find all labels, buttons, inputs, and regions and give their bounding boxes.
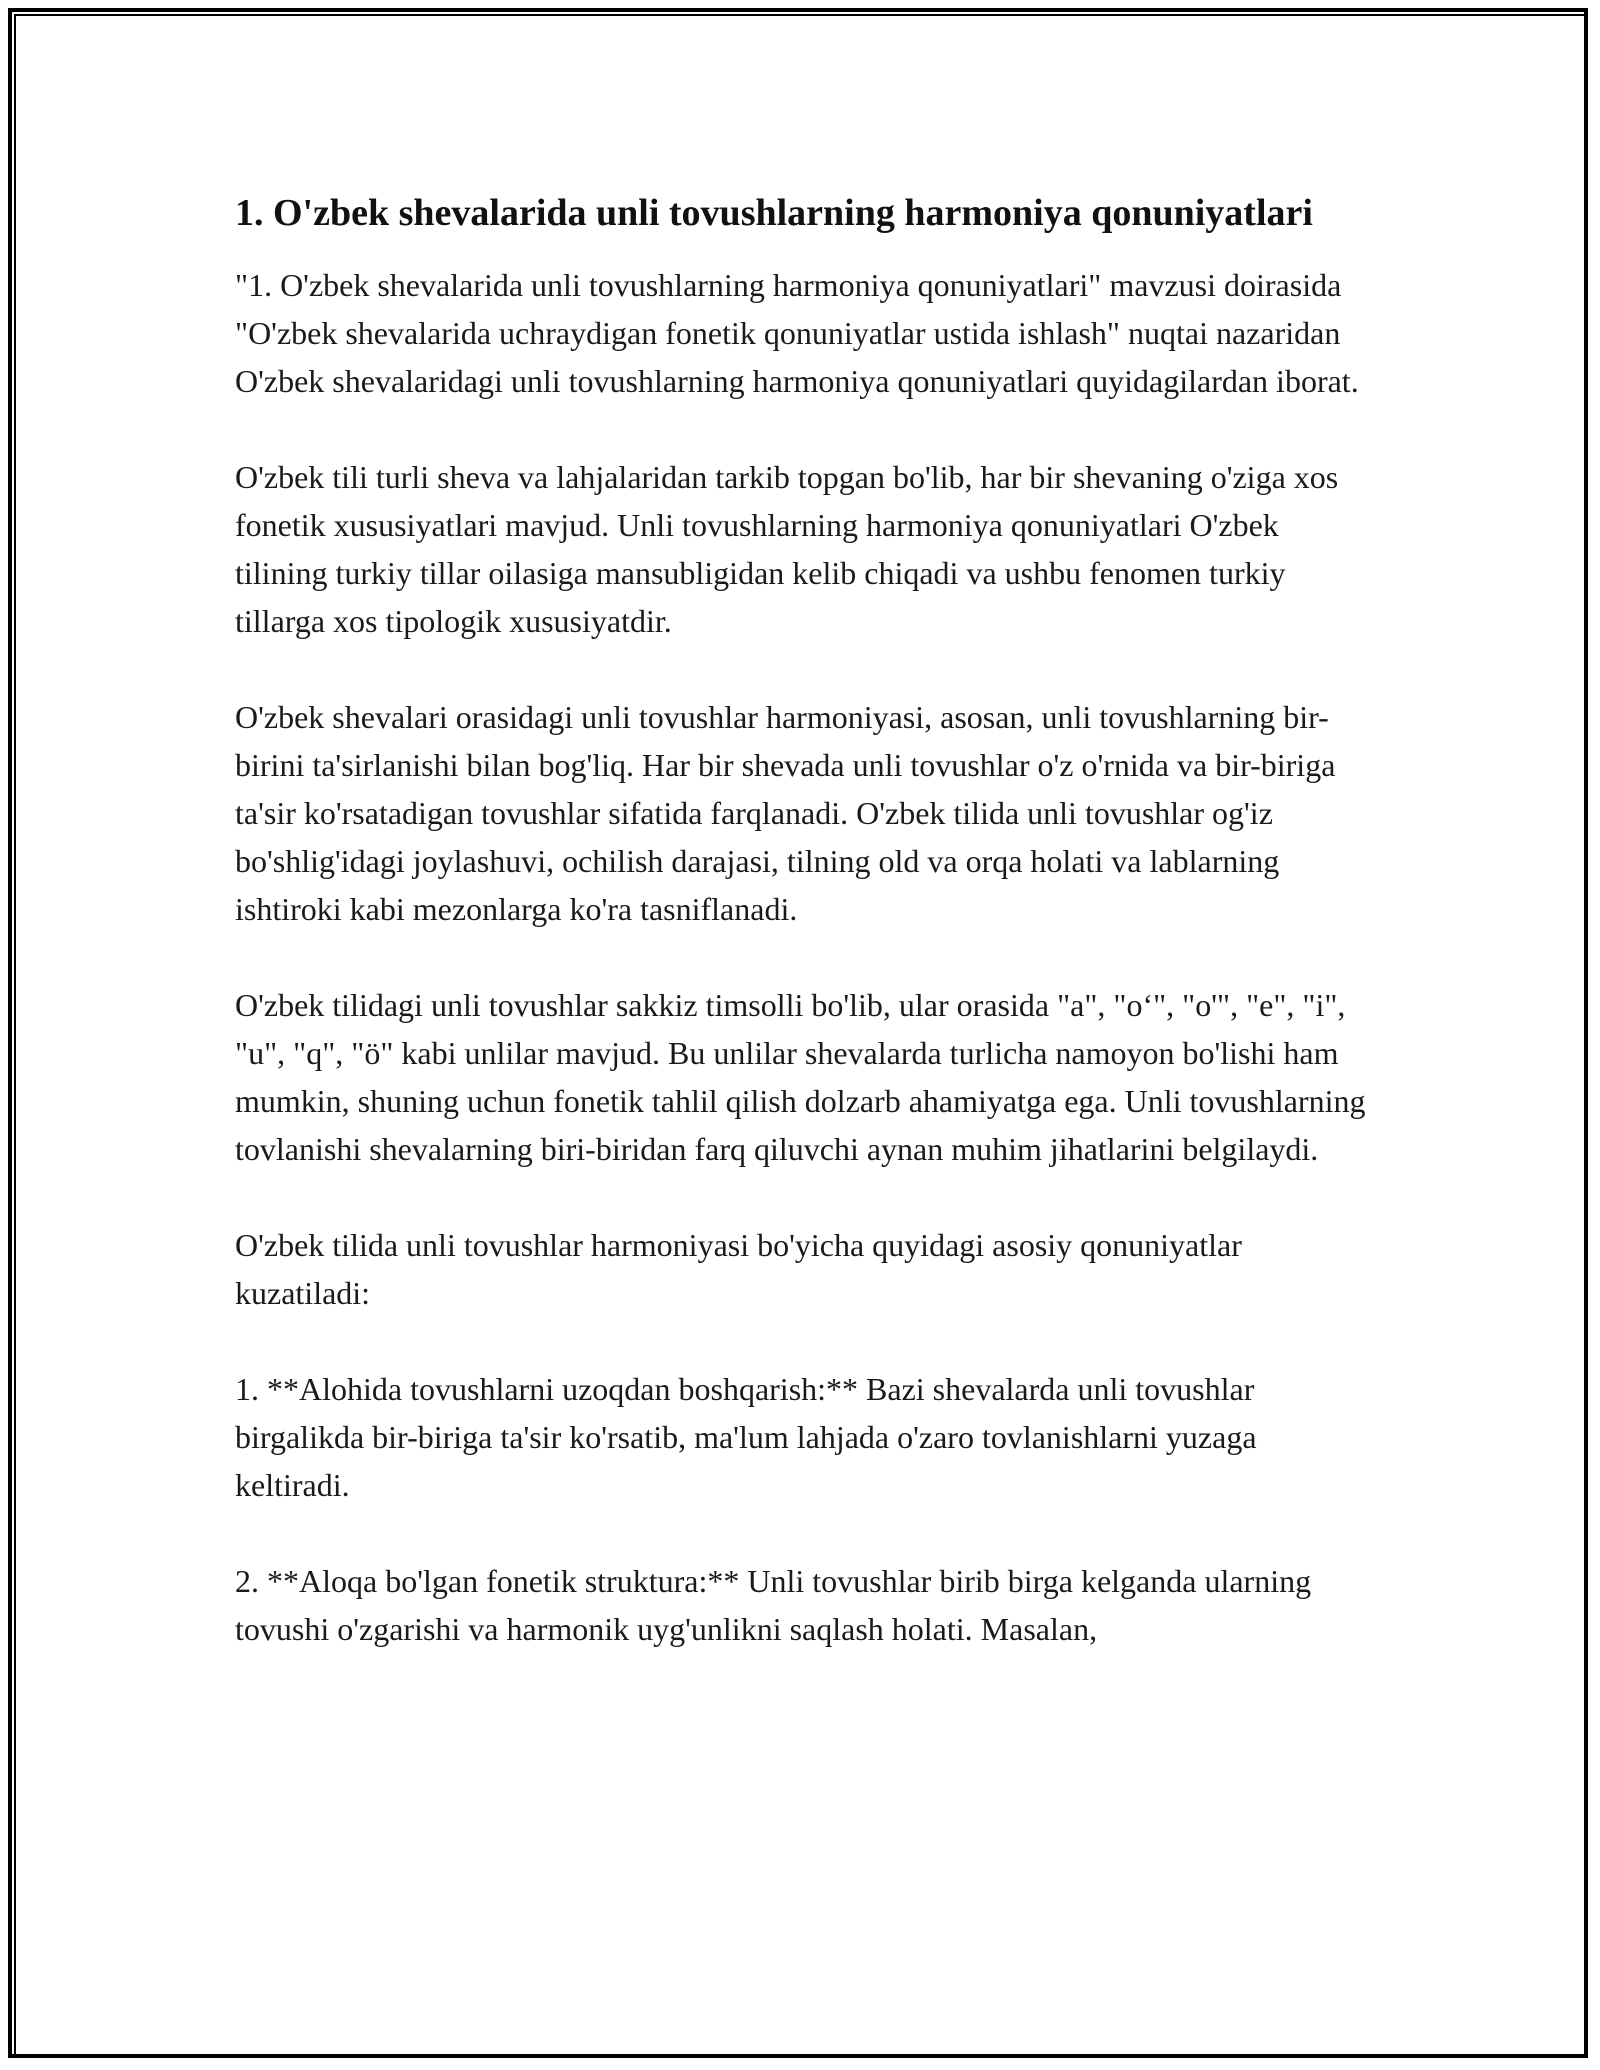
paragraph: O'zbek tilidagi unli tovushlar sakkiz timsolli bo'lib, ular orasida "a", "o‘", "o'", "e", "i", "u", "q", "ö" kabi unlilar mavjud. Bu unlilar shevalarda turlicha namoyon bo'lishi ham mumkin, shuning uchun fonetik tahlil qilish dolzarb ahamiyatga ega. Unli tovushlarning tovlanishi shevalarning biri-biridan farq qiluvchi aynan muhim jihatlarini belgilaydi. [235,987,1366,1167]
paragraph: O'zbek tilida unli tovushlar harmoniyasi bo'yicha quyidagi asosiy qonuniyatlar kuzatiladi: [235,1227,1242,1311]
document-page [235,185,1375,1701]
list-item: 1. **Alohida tovushlarni uzoqdan boshqarish:** Bazi shevalarda unli tovushlar birgalikda bir-biriga ta'sir ko'rsatib, ma'lum lahjada o'zaro tovlanishlarni yuzaga keltiradi. [235,1371,1257,1503]
paragraph: O'zbek shevalari orasidagi unli tovushlar harmoniyasi, asosan, unli tovushlarning bir-birini ta'sirlanishi bilan bog'liq. Har bir shevada unli tovushlar o'z o'rnida va bir-biriga ta'sir ko'rsatadigan tovushlar sifatida farqlanadi. O'zbek tilida unli tovushlar og'iz bo'shlig'idagi joylashuvi, ochilish darajasi, tilning old va orqa holati va lablarning ishtiroki kabi mezonlarga ko'ra tasniflanadi. [235,699,1336,927]
paragraph-intro: "1. O'zbek shevalarida unli tovushlarning harmoniya qonuniyatlari" mavzusi doirasida "O'zbek shevalarida uchraydigan fonetik qonuniyatlar ustida ishlash" nuqtai nazaridan O'zbek shevalaridagi unli tovushlarning harmoniya qonuniyatlari quyidagilardan iborat. [235,267,1359,399]
document-title: 1. O'zbek shevalarida unli tovushlarning harmoniya qonuniyatlari [235,192,1313,234]
paragraph: O'zbek tili turli sheva va lahjalaridan tarkib topgan bo'lib, har bir shevaning o'ziga xos fonetik xususiyatlari mavjud. Unli tovushlarning harmoniya qonuniyatlari O'zbek tilining turkiy tillar oilasiga mansubligidan kelib chiqadi va ushbu fenomen turkiy tillarga xos tipologik xususiyatdir. [235,459,1339,639]
list-item: 2. **Aloqa bo'lgan fonetik struktura:** Unli tovushlar birib birga kelganda ularning tovushi o'zgarishi va harmonik uyg'unlikni saqlash holati. Masalan, [235,1563,1312,1647]
